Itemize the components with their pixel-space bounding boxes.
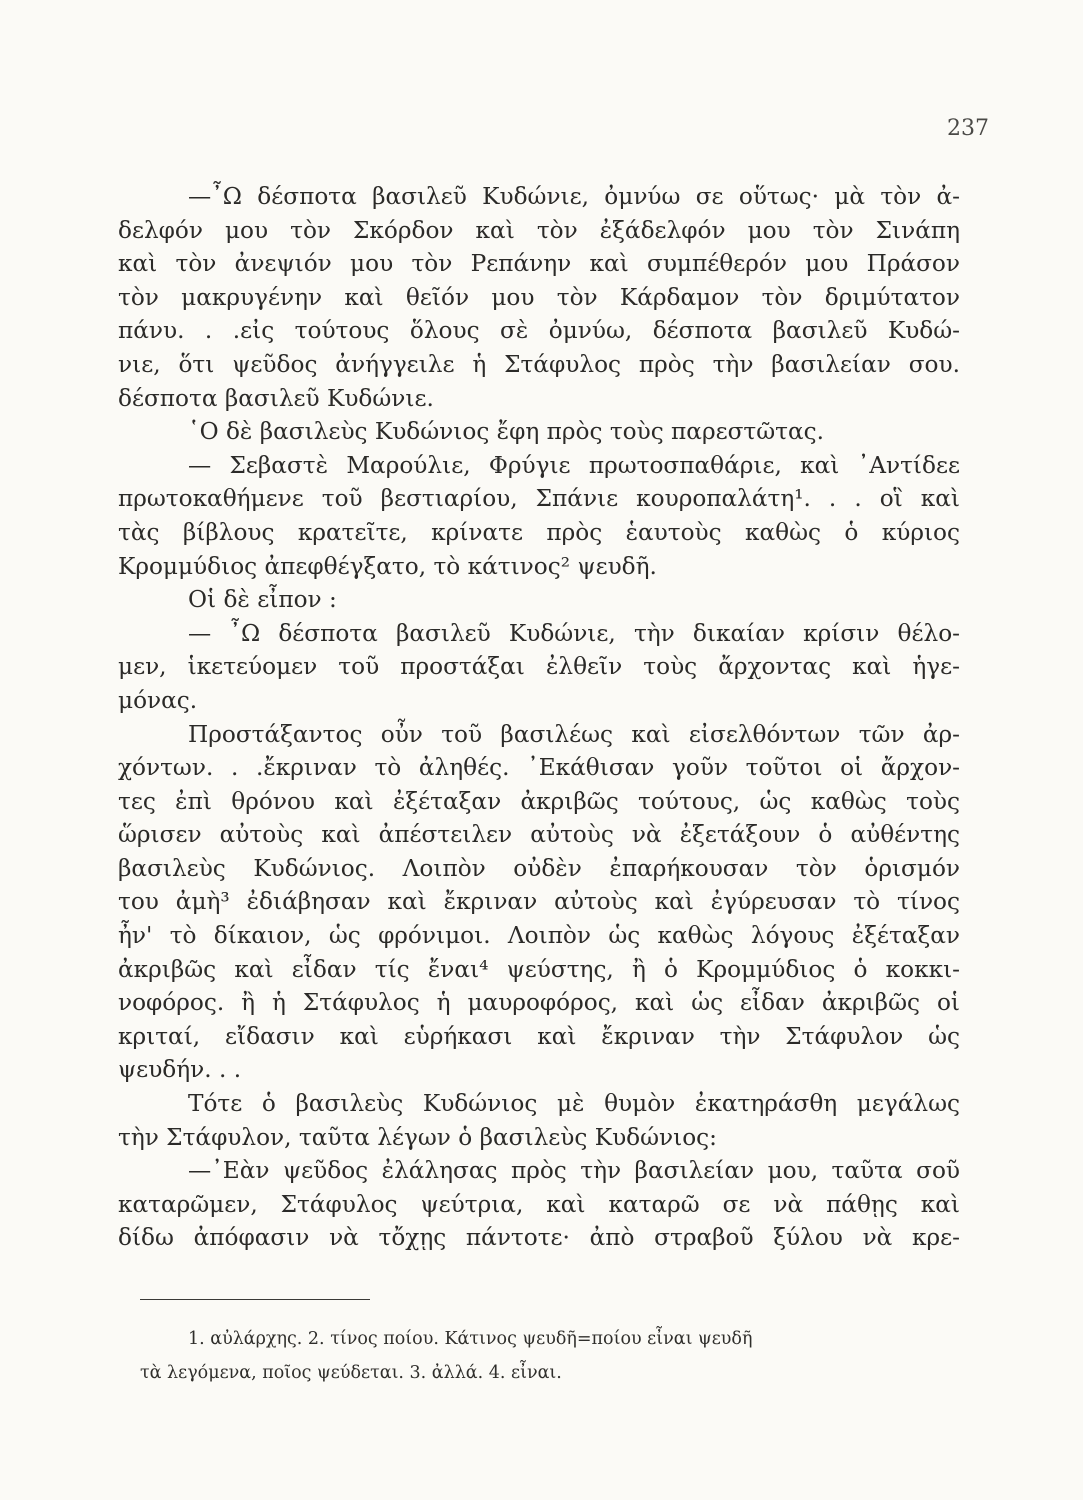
text-line: — Σεβαστὲ Μαρούλιε, Φρύγιε πρωτοσπαθάριε, καὶ ᾿Αντίδεε [188, 451, 960, 479]
text-line: —῏Ω δέσποτα βασιλεῦ Κυδώνιε, ὀμνύω σε οὕτως· μὰ τὸν ἀ- [188, 183, 960, 210]
body-text [118, 180, 960, 1255]
text-line: του ἀμὴ³ ἐδιάβησαν καὶ ἔκριναν αὐτοὺς καὶ ἐγύρευσαν τὸ τίνος [118, 888, 960, 916]
text-line: Τότε ὁ βασιλεὺς Κυδώνιος μὲ θυμὸν ἐκατηράσθη μεγάλως [188, 1090, 960, 1118]
text-line: πρωτοκαθήμενε τοῦ βεστιαρίου, Σπάνιε κουροπαλάτη¹. . . οἳ καὶ [118, 485, 960, 513]
text-line: —᾿Εὰν ψεῦδος ἐλάλησας πρὸς τὴν βασιλείαν μου, ταῦτα σοῦ [188, 1157, 960, 1185]
text-line: χόντων. . .ἔκριναν τὸ ἀληθές. ᾿Εκάθισαν γοῦν τοῦτοι οἱ ἄρχον- [118, 754, 960, 782]
text-line: τες ἐπὶ θρόνου καὶ ἐξέταξαν ἀκριβῶς τούτους, ὡς καθὼς τοὺς [118, 787, 960, 815]
text-line: καταρῶμεν, Στάφυλος ψεύτρια, καὶ καταρῶ σε νὰ πάθῃς καὶ [118, 1190, 960, 1218]
text-line: δέσποτα βασιλεῦ Κυδώνιε. [118, 384, 434, 412]
page-number: 237 [947, 116, 989, 141]
footnote-divider [140, 1299, 370, 1300]
text-line: δελφόν μου τὸν Σκόρδον καὶ τὸν ἐξάδελφόν μου τὸν Σινάπη [118, 216, 960, 244]
text-line: τὸν μακρυγένην καὶ θεῖόν μου τὸν Κάρδαμον τὸν δριμύτατον [118, 283, 960, 311]
text-line: — ῏Ω δέσποτα βασιλεῦ Κυδώνιε, τὴν δικαίαν κρίσιν θέλο- [188, 619, 960, 647]
text-line: πάνυ. . .εἰς τούτους ὅλους σὲ ὀμνύω, δέσποτα βασιλεῦ Κυδώ- [118, 317, 960, 345]
text-line: τὰς βίβλους κρατεῖτε, κρίνατε πρὸς ἑαυτοὺς καθὼς ὁ κύριος [118, 518, 960, 546]
text-line: ῾Ο δὲ βασιλεὺς Κυδώνιος ἔφη πρὸς τοὺς παρεστῶτας. [188, 418, 825, 446]
text-line: μεν, ἱκετεύομεν τοῦ προστάξαι ἐλθεῖν τοὺς ἄρχοντας καὶ ἡγε- [118, 653, 960, 681]
text-line: μόνας. [118, 686, 198, 714]
text-line: τὴν Στάφυλον, ταῦτα λέγων ὁ βασιλεὺς Κυδώνιος: [118, 1123, 717, 1151]
footnote-line: τὰ λεγόμενα, ποῖος ψεύδεται. 3. ἀλλά. 4. εἶναι. [140, 1363, 562, 1383]
text-line: ἀκριβῶς καὶ εἶδαν τίς ἔναι⁴ ψεύστης, ἢ ὁ Κρομμύδιος ὁ κοκκι- [118, 955, 960, 983]
text-line: νιε, ὅτι ψεῦδος ἀνήγγειλε ἡ Στάφυλος πρὸς τὴν βασιλείαν σου. [118, 350, 960, 378]
text-line: καὶ τὸν ἀνεψιόν μου τὸν Ρεπάνην καὶ συμπέθερόν μου Πράσον [118, 250, 960, 278]
text-line: Προστάξαντος οὖν τοῦ βασιλέως καὶ εἰσελθόντων τῶν ἀρ- [188, 720, 960, 748]
text-line: κριταί, εἴδασιν καὶ εὑρήκασι καὶ ἔκριναν τὴν Στάφυλον ὡς [118, 1022, 960, 1050]
text-line: δίδω ἀπόφασιν νὰ τὄχῃς πάντοτε· ἀπὸ στραβοῦ ξύλου νὰ κρε- [118, 1224, 960, 1252]
footnote-line: 1. αὐλάρχης. 2. τίνος ποίου. Κάτινος ψευδῆ=ποίου εἶναι ψευδῆ [188, 1329, 753, 1349]
text-line: ὥρισεν αὐτοὺς καὶ ἀπέστειλεν αὐτοὺς νὰ ἐξετάξουν ὁ αὐθέντης [118, 821, 960, 849]
text-line: βασιλεὺς Κυδώνιος. Λοιπὸν οὐδὲν ἐπαρήκουσαν τὸν ὁρισμόν [118, 854, 960, 882]
footnotes [140, 1322, 958, 1390]
text-line: Οἱ δὲ εἶπον : [188, 586, 337, 614]
text-line: ἦν' τὸ δίκαιον, ὡς φρόνιμοι. Λοιπὸν ὡς καθὼς λόγους ἐξέταξαν [118, 922, 960, 950]
text-line: νοφόρος. ἢ ἡ Στάφυλος ἡ μαυροφόρος, καὶ ὡς εἶδαν ἀκριβῶς οἱ [118, 989, 960, 1017]
text-line: ψευδήν. . . [118, 1056, 242, 1084]
text-line: Κρομμύδιος ἀπεφθέγξατο, τὸ κάτινος² ψευδῆ. [118, 552, 657, 580]
